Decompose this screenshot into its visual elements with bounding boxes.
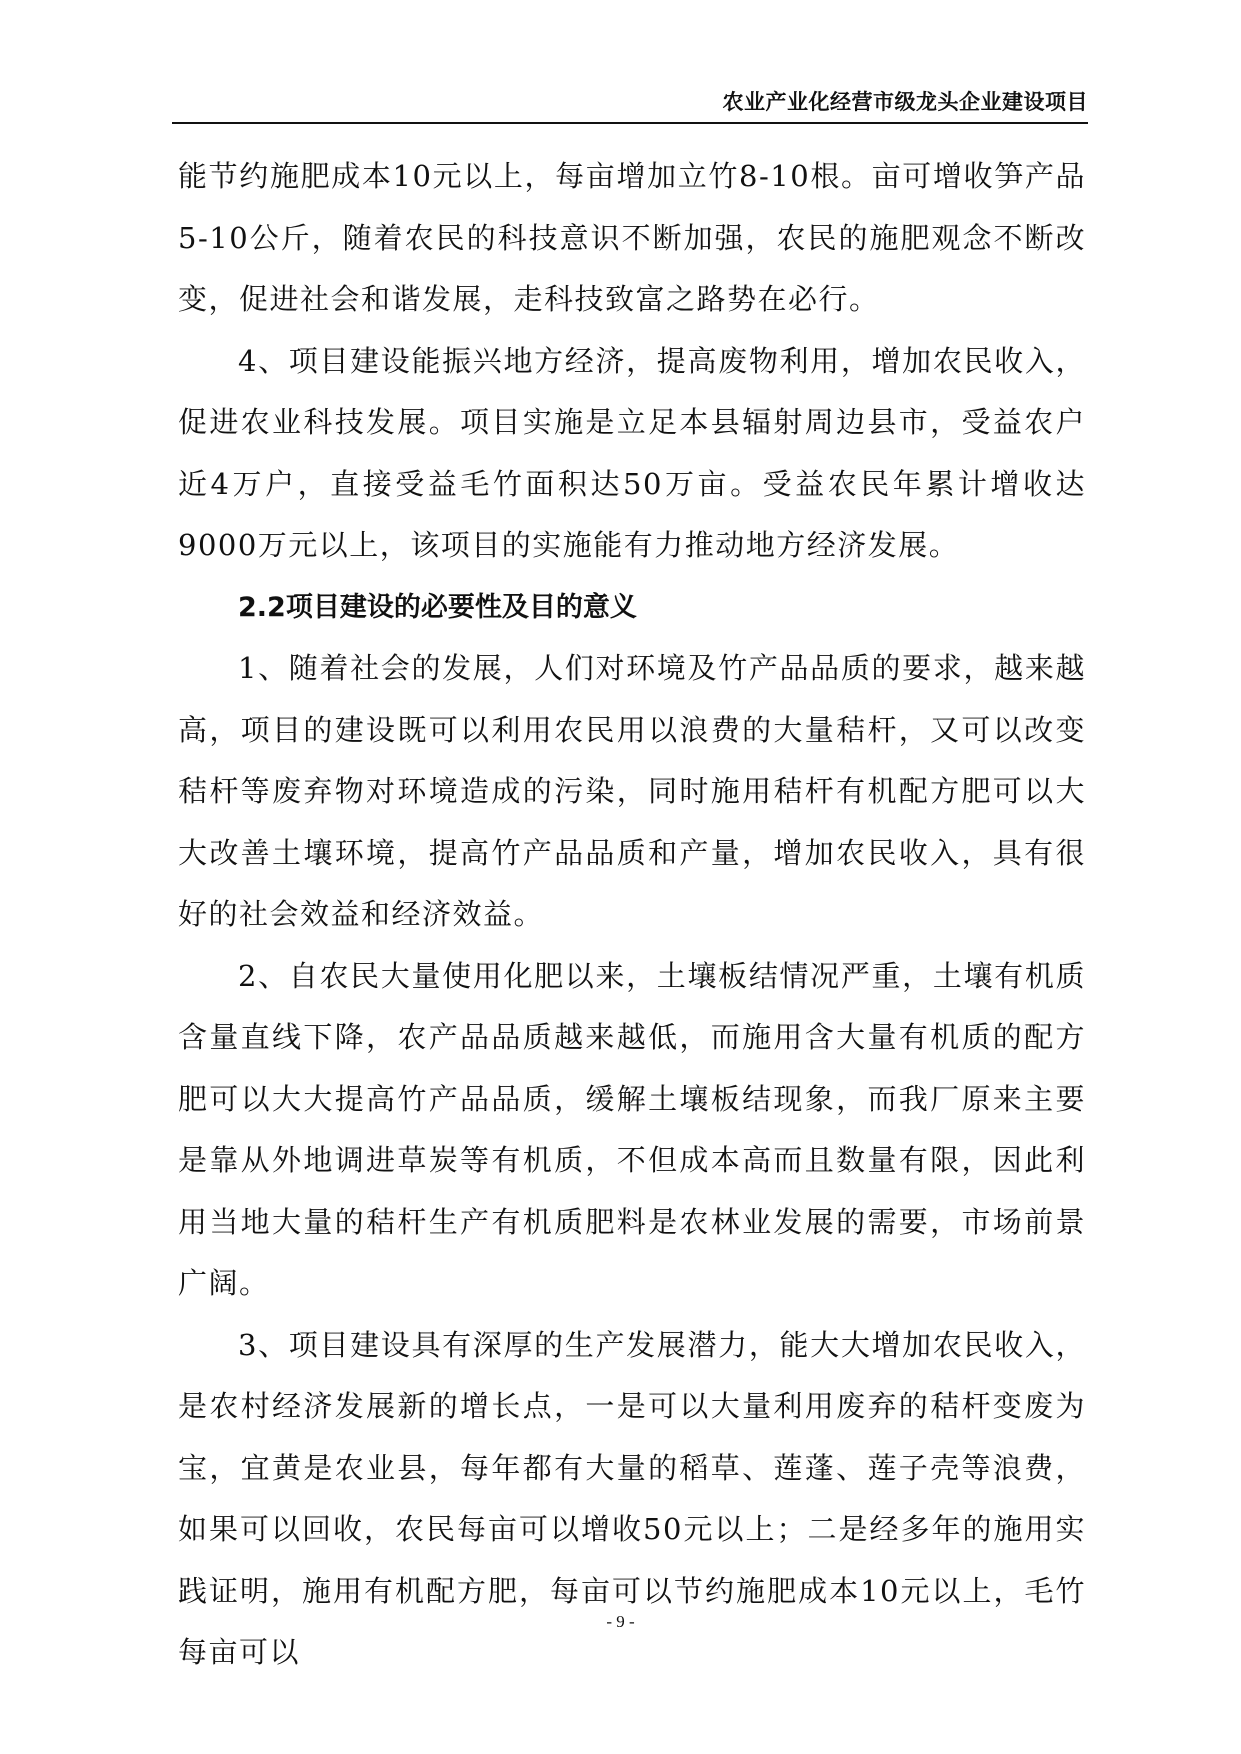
paragraph-item-3: 3、项目建设具有深厚的生产发展潜力，能大大增加农民收入，是农村经济发展新的增长点，一是可以大量利用废弃的秸杆变废为宝，宜黄是农业县，每年都有大量的稻草、莲蓬、莲子壳等浪费，如果可以回收，农民每亩可以增收50元以上；二是经多年的施用实践证明，施用有机配方肥，每亩可以节约施肥成本10元以上，毛竹每亩可以 — [178, 1327, 1086, 1669]
document-body — [178, 146, 1086, 1684]
running-header — [172, 86, 1088, 124]
paragraph-item-2: 2、自农民大量使用化肥以来，土壤板结情况严重，土壤有机质含量直线下降，农产品品质越来越低，而施用含大量有机质的配方肥可以大大提高竹产品品质，缓解土壤板结现象，而我厂原来主要是靠从外地调进草炭等有机质，不但成本高而且数量有限，因此利用当地大量的秸杆生产有机质肥料是农林业发展的需要，市场前景广阔。 — [178, 958, 1086, 1300]
paragraph-continued: 能节约施肥成本10元以上，每亩增加立竹8-10根。亩可增收笋产品5-10公斤，随着农民的科技意识不断加强，农民的施肥观念不断改变，促进社会和谐发展，走科技致富之路势在必行。 — [178, 159, 1086, 316]
paragraph-item-1: 1、随着社会的发展，人们对环境及竹产品品质的要求，越来越高，项目的建设既可以利用农民用以浪费的大量秸杆，又可以改变秸杆等废弃物对环境造成的污染，同时施用秸杆有机配方肥可以大大改善土壤环境，提高竹产品品质和产量，增加农民收入，具有很好的社会效益和经济效益。 — [178, 651, 1086, 931]
page-number: - 9 - — [606, 1612, 635, 1631]
header-title: 农业产业化经营市级龙头企业建设项目 — [722, 90, 1088, 114]
section-heading: 2.2项目建设的必要性及目的意义 — [238, 591, 637, 623]
paragraph-item-4: 4、项目建设能振兴地方经济，提高废物利用，增加农民收入，促进农业科技发展。项目实施是立足本县辐射周边县市，受益农户近4万户，直接受益毛竹面积达50万亩。受益农民年累计增收达9000万元以上，该项目的实施能有力推动地方经济发展。 — [178, 343, 1086, 562]
